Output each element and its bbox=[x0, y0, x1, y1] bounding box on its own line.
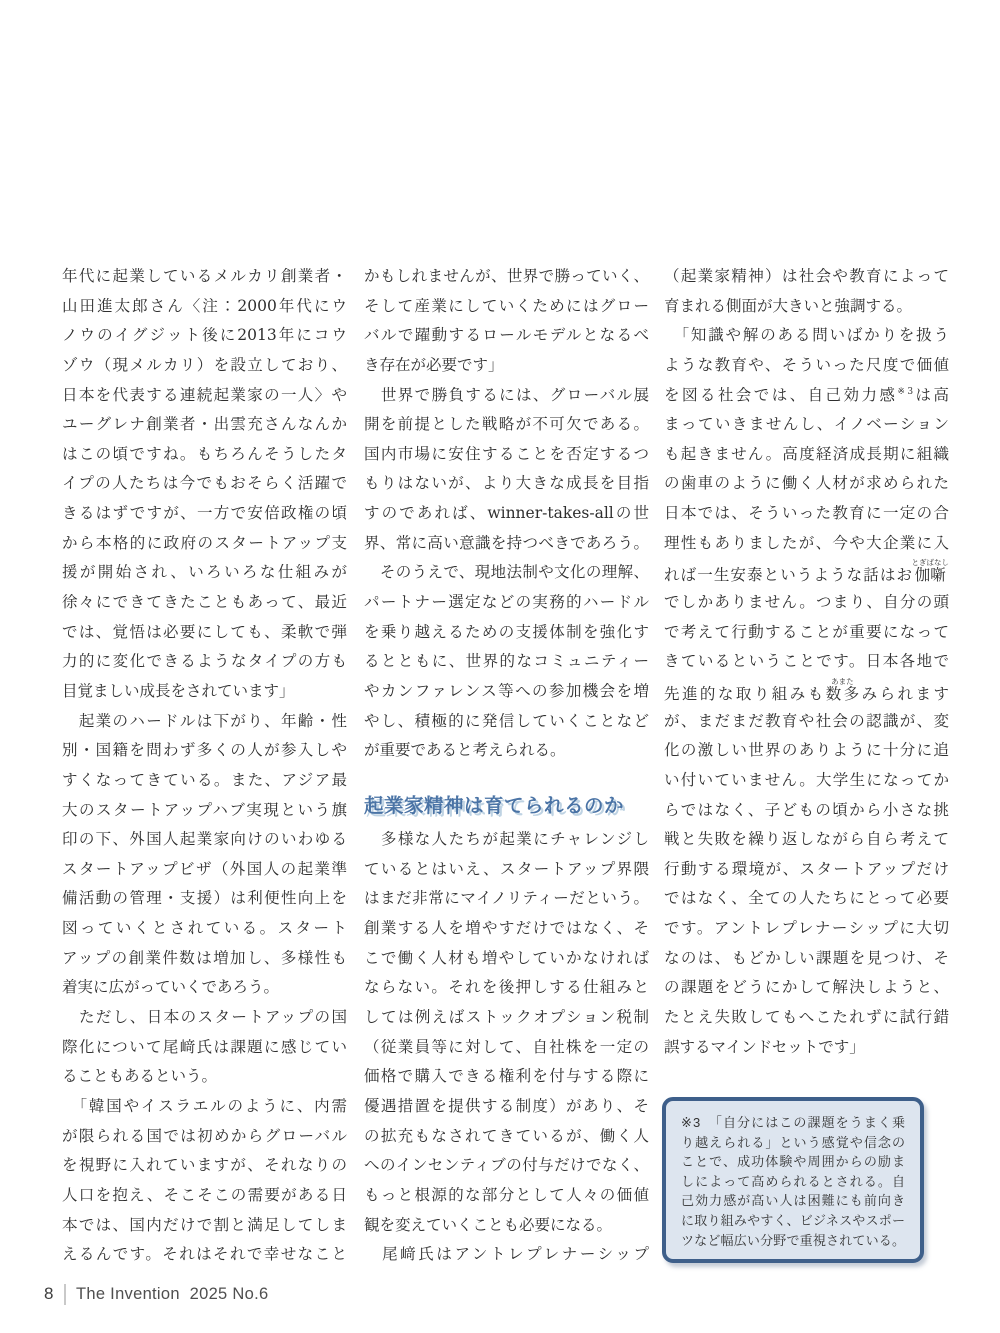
text-line: 「韓国やイスラエルのように、内需 bbox=[62, 1096, 347, 1115]
text-line: パートナー選定などの実務的ハードル bbox=[364, 593, 649, 612]
text-line: を図る社会では、自己効力感$^{※3}$は高 bbox=[664, 385, 949, 404]
text-line: 大のスタートアップハブ実現という旗 bbox=[62, 800, 347, 819]
text-line: ることもあるという。 bbox=[62, 1067, 218, 1086]
text-line: 開を前提とした戦略が不可欠である。 bbox=[364, 415, 649, 434]
text-line: ているとはいえ、スタートアップ界隈 bbox=[364, 859, 649, 878]
text-line: れば一生安泰というような話はお伽噺とぎばなし bbox=[664, 558, 949, 585]
column-middle-lower-text bbox=[364, 825, 649, 1270]
text-line: 育まれる側面が大きいと強調する。 bbox=[664, 296, 913, 315]
text-line: なのは、もどかしい課題を見つけ、そ bbox=[664, 948, 949, 967]
text-line: が限られる国では初めからグローバル bbox=[62, 1126, 347, 1145]
text-line: が、まだまだ教育や社会の認識が、変 bbox=[664, 711, 949, 730]
text-line: でしかありません。つまり、自分の頭 bbox=[664, 593, 949, 612]
text-line: （従業員等に対して、自社株を一定の bbox=[364, 1037, 649, 1056]
text-line: すのであれば、winner-takes-allの世 bbox=[364, 504, 649, 523]
text-line: も起きません。高度経済成長期に組織 bbox=[664, 444, 949, 463]
text-line: 際化について尾﨑氏は課題に感じてい bbox=[62, 1037, 347, 1056]
text-line: 着実に広がっていくであろう。 bbox=[62, 978, 280, 997]
text-line: 別・国籍を問わず多くの人が参入しや bbox=[62, 741, 347, 760]
text-line: 価格で購入できる権利を付与する際に bbox=[364, 1067, 649, 1086]
text-line: スタートアップビザ（外国人の起業準 bbox=[62, 859, 347, 878]
text-line: では、覚悟は必要にしても、柔軟で弾 bbox=[62, 622, 347, 641]
text-line: 日本を代表する連続起業家の一人〉や bbox=[62, 385, 347, 404]
text-line: こで働く人材も増やしていかなければ bbox=[364, 948, 649, 967]
text-line: ゾウ（現メルカリ）を設立しており、 bbox=[62, 355, 347, 374]
ruby-annotated-text: 数多あまた bbox=[825, 676, 862, 703]
footnote-box bbox=[662, 1097, 924, 1263]
text-line: 印の下、外国人起業家向けのいわゆる bbox=[62, 830, 347, 849]
text-line: まっていきませんし、イノベーション bbox=[664, 415, 949, 434]
section-heading-slot bbox=[364, 766, 649, 825]
text-line: もりはないが、より大きな成長を目指 bbox=[364, 474, 649, 493]
text-line: で考えて行動することが重要になって bbox=[664, 622, 949, 641]
text-line: 観を変えていくことも必要になる。 bbox=[364, 1215, 613, 1234]
text-line: ツなど幅広い分野で重視されている。 bbox=[681, 1232, 905, 1248]
text-line: はこの頃ですね。もちろんそうしたタ bbox=[62, 444, 347, 463]
text-line: の歯車のように働く人材が求められた bbox=[664, 474, 949, 493]
page-number: 8 bbox=[44, 1284, 54, 1303]
page-footer bbox=[44, 1281, 268, 1307]
article-column-right bbox=[664, 262, 949, 1062]
text-line: しによって高められるとされる。自 bbox=[681, 1173, 905, 1189]
text-line: 日本では、そういった教育に一定の合 bbox=[664, 504, 949, 523]
text-line: 先進的な取り組みも数多あまたみられます bbox=[664, 676, 949, 703]
text-line: 戦と失敗を繰り返しながら自ら考えて bbox=[664, 830, 949, 849]
publication-info: The Invention 2025 No.6 bbox=[75, 1284, 269, 1303]
text-line: 本では、国内だけで割と満足してしま bbox=[62, 1215, 347, 1234]
text-line: 目覚ましい成長をされています」 bbox=[62, 681, 295, 700]
footer-divider bbox=[64, 1284, 66, 1305]
text-line: バルで躍動するロールモデルとなるべ bbox=[364, 326, 649, 345]
text-line: 化の激しい世界のありように十分に追 bbox=[664, 741, 949, 760]
text-line: 起業のハードルは下がり、年齢・性 bbox=[62, 711, 347, 730]
text-line: すくなってきている。また、アジア最 bbox=[62, 770, 347, 789]
article-column-middle bbox=[364, 262, 649, 1270]
text-line: り越えられる」という感覚や信念の bbox=[681, 1134, 905, 1150]
text-line: 行動する環境が、スタートアップだけ bbox=[664, 859, 949, 878]
text-line: 理性もありましたが、今や大企業に入 bbox=[664, 533, 949, 552]
text-line: の課題をどうにかして解決しようと、 bbox=[664, 978, 949, 997]
text-line: そして産業にしていくためにはグロー bbox=[364, 296, 649, 315]
text-line: です。アントレプレナーシップに大切 bbox=[664, 919, 949, 938]
text-line: き存在が必要です」 bbox=[364, 355, 504, 374]
text-line: ならない。それを後押しする仕組みと bbox=[364, 978, 649, 997]
text-line: かもしれませんが、世界で勝っていく、 bbox=[364, 267, 649, 285]
text-line: 援が開始され、いろいろな仕組みが bbox=[62, 563, 347, 582]
text-line: ユーグレナ創業者・出雲充さんなんか bbox=[62, 415, 347, 434]
text-line: 人口を抱え、そこそこの需要がある日 bbox=[62, 1185, 347, 1204]
text-line: を視野に入れていますが、それなりの bbox=[62, 1156, 347, 1175]
text-line: に取り組みやすく、ビジネスやスポー bbox=[681, 1212, 905, 1228]
text-line: が重要であると考えられる。 bbox=[364, 741, 566, 760]
text-line: を乗り越えるための支援体制を強化す bbox=[364, 622, 649, 641]
text-line: 尾﨑氏はアントレプレナーシップ bbox=[364, 1245, 649, 1264]
text-line: やし、積極的に発信していくことなど bbox=[364, 711, 649, 730]
text-line: い付いていません。大学生になってか bbox=[664, 770, 949, 789]
text-line: 界、常に高い意識を持つべきであろう。 bbox=[364, 533, 649, 552]
text-line: らではなく、子どもの頃から小さな挑 bbox=[664, 800, 949, 819]
text-line: えるんです。それはそれで幸せなこと bbox=[62, 1245, 347, 1264]
text-line: はまだ非常にマイノリティーだという。 bbox=[364, 889, 649, 908]
article-column-left bbox=[62, 262, 347, 1270]
text-line: 徐々にできてきたこともあって、最近 bbox=[62, 593, 347, 612]
text-line: ノウのイグジット後に2013年にコウ bbox=[62, 326, 347, 345]
text-line: （起業家精神）は社会や教育によって bbox=[664, 267, 949, 285]
text-line: 山田進太郎さん〈注：2000年代にウ bbox=[62, 296, 347, 315]
text-line: たとえ失敗してもへこたれずに試行錯 bbox=[664, 1008, 949, 1027]
text-line: ような教育や、そういった尺度で価値 bbox=[664, 355, 949, 374]
section-heading: 起業家精神は育てられるのか bbox=[364, 794, 625, 817]
text-line: しては例えばストックオプション税制 bbox=[364, 1008, 649, 1027]
text-line: 創業する人を増やすだけではなく、そ bbox=[364, 919, 649, 938]
text-line: 「知識や解のある問いばかりを扱う bbox=[664, 326, 949, 345]
text-line: 力的に変化できるようなタイプの方も bbox=[62, 652, 347, 671]
text-line: へのインセンティブの付与だけでなく、 bbox=[364, 1156, 649, 1175]
text-line: 国内市場に安住することを否定するつ bbox=[364, 444, 649, 463]
text-line: ではなく、全ての人たちにとって必要 bbox=[664, 889, 949, 908]
footnote-reference: ※3 bbox=[897, 386, 914, 397]
text-line: から本格的に政府のスタートアップ支 bbox=[62, 533, 347, 552]
text-line: 備活動の管理・支援）は利便性向上を bbox=[62, 889, 347, 908]
text-line: ことで、成功体験や周囲からの励ま bbox=[681, 1154, 905, 1170]
text-line: 世界で勝負するには、グローバル展 bbox=[364, 385, 649, 404]
text-line: 図っていくとされている。スタート bbox=[62, 919, 347, 938]
text-line: ※3 「自分にはこの課題をうまく乗 bbox=[681, 1115, 905, 1130]
text-line: アップの創業件数は増加し、多様性も bbox=[62, 948, 347, 967]
text-line: きるはずですが、一方で安倍政権の頃 bbox=[62, 504, 347, 523]
text-line: の拡充もなされてきているが、働く人 bbox=[364, 1126, 649, 1145]
text-line: きているということです。日本各地で bbox=[664, 652, 949, 671]
text-line: 誤するマインドセットです」 bbox=[664, 1037, 865, 1056]
ruby-annotated-text: 伽噺とぎばなし bbox=[911, 558, 949, 585]
text-line: 己効力感が高い人は困難にも前向き bbox=[681, 1193, 905, 1209]
text-line: もっと根源的な部分として人々の価値 bbox=[364, 1185, 649, 1204]
text-line: やカンファレンス等への参加機会を増 bbox=[364, 681, 649, 700]
text-line: 優遇措置を提供する制度）があり、そ bbox=[364, 1096, 649, 1115]
text-line: るとともに、世界的なコミュニティー bbox=[364, 652, 649, 671]
text-line: そのうえで、現地法制や文化の理解、 bbox=[364, 563, 649, 582]
text-line: イプの人たちは今でもおそらく活躍で bbox=[62, 474, 347, 493]
text-line: ただし、日本のスタートアップの国 bbox=[62, 1008, 347, 1027]
text-line: 年代に起業しているメルカリ創業者・ bbox=[62, 267, 347, 285]
column-middle-upper-text bbox=[364, 262, 649, 766]
text-line: 多様な人たちが起業にチャレンジし bbox=[364, 830, 649, 849]
